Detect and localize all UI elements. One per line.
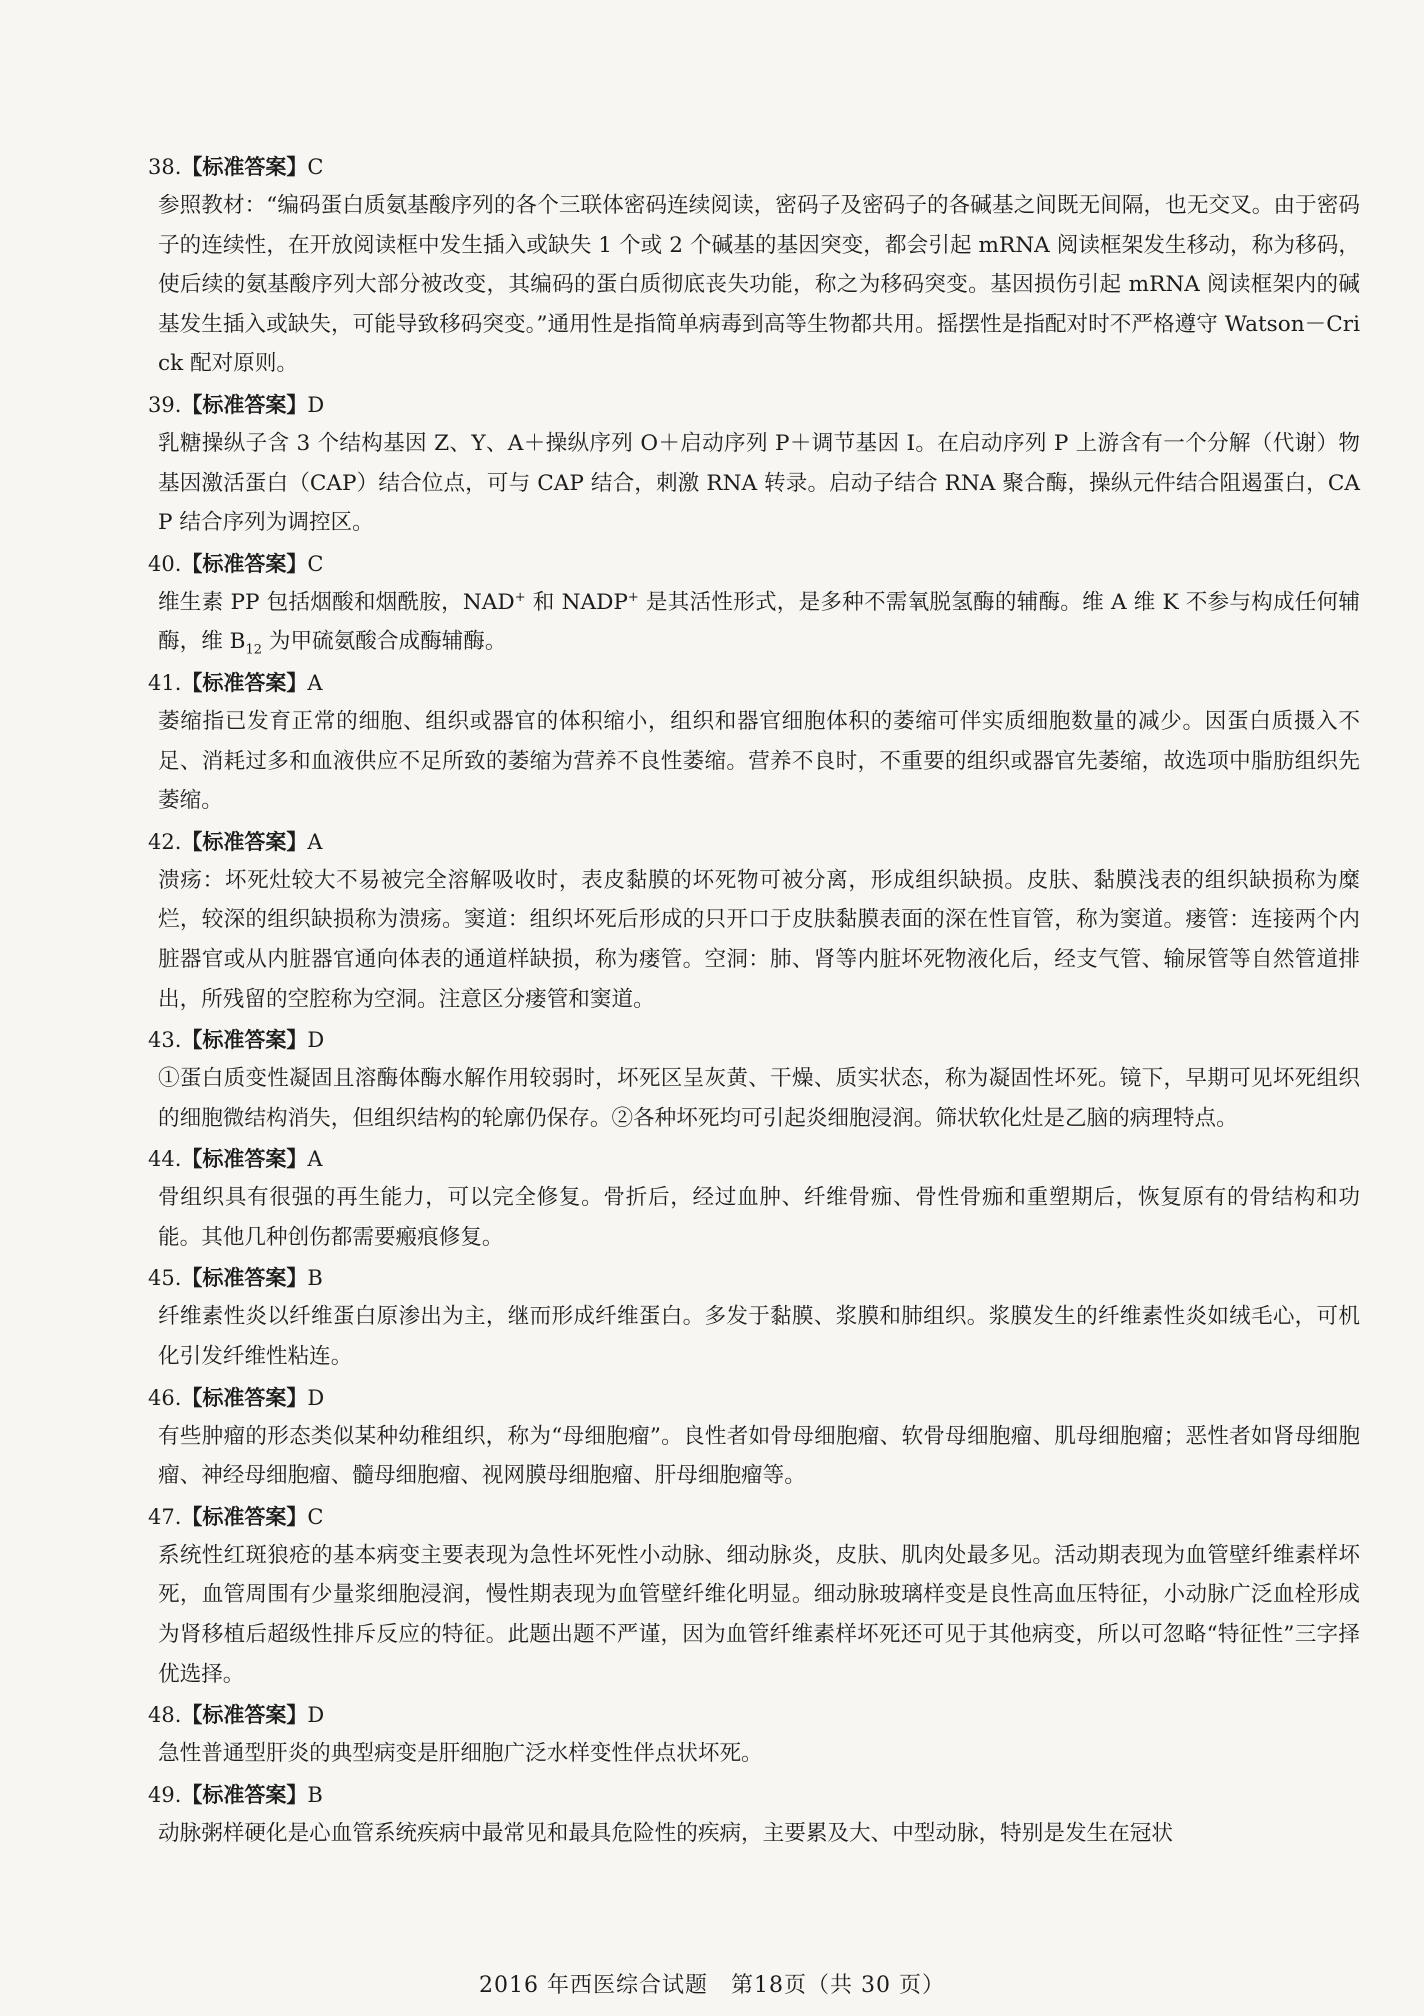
- answer-entry-40: [148, 545, 1376, 662]
- entry-header: [148, 1498, 1376, 1536]
- superscript: +: [514, 589, 526, 605]
- explanation-text: [158, 583, 1360, 662]
- answer-entry-44: [148, 1140, 1376, 1257]
- question-number: 40.: [148, 551, 182, 576]
- question-number: 38.: [148, 155, 182, 179]
- answer-letter: D: [307, 1385, 325, 1410]
- text-segment: 和 NADP: [525, 589, 628, 615]
- page-footer: 2016 年西医综合试题 第18页（共 30 页）: [479, 1973, 945, 1998]
- question-number: 48.: [148, 1703, 182, 1728]
- answer-tag: 【标准答案】: [181, 551, 308, 576]
- answer-letter: D: [307, 392, 325, 417]
- answer-entry-38: [148, 148, 1376, 384]
- answer-tag: 【标准答案】: [181, 1028, 308, 1053]
- question-number: 47.: [148, 1504, 182, 1529]
- entry-header: [148, 1379, 1376, 1417]
- answer-letter: C: [307, 551, 324, 576]
- entry-header: [148, 823, 1376, 861]
- answer-entry-41: [148, 664, 1376, 821]
- entry-header: [148, 148, 1376, 186]
- question-number: 45.: [148, 1266, 182, 1291]
- answer-entry-43: [148, 1021, 1376, 1138]
- answer-entry-45: [148, 1259, 1376, 1376]
- answer-entry-39: [148, 386, 1376, 543]
- explanation-text: 动脉粥样硬化是心血管系统疾病中最常见和最具危险性的疾病，主要累及大、中型动脉，特别是发生在冠状: [158, 1820, 1173, 1846]
- answer-letter: B: [307, 1266, 323, 1291]
- answer-letter: D: [307, 1703, 325, 1728]
- explanation-text: 骨组织具有很强的再生能力，可以完全修复。骨折后，经过血肿、纤维骨痂、骨性骨痂和重塑期后，恢复原有的骨结构和功能。其他几种创伤都需要瘢痕修复。: [158, 1185, 1360, 1250]
- explanation-text: ①蛋白质变性凝固且溶酶体酶水解作用较弱时，坏死区呈灰黄、干燥、质实状态，称为凝固性坏死。镜下，早期可见坏死组织的细胞微结构消失，但组织结构的轮廓仍保存。②各种坏死均可引起炎细胞浸润。筛状软化灶是乙脑的病理特点。: [158, 1066, 1360, 1131]
- answer-tag: 【标准答案】: [181, 670, 308, 695]
- subscript: 12: [245, 642, 263, 658]
- answer-tag: 【标准答案】: [181, 1266, 308, 1291]
- answer-tag: 【标准答案】: [181, 1782, 308, 1807]
- answer-tag: 【标准答案】: [181, 155, 308, 179]
- text-segment: 维生素 PP 包括烟酸和烟酰胺，NAD: [158, 589, 515, 615]
- answer-letter: C: [307, 1504, 324, 1529]
- text-segment: 为甲硫氨酸合成酶辅酶。: [262, 629, 507, 655]
- entry-header: [148, 664, 1376, 702]
- entry-header: [148, 1021, 1376, 1059]
- answer-tag: 【标准答案】: [181, 1504, 308, 1529]
- answer-entry-49: [148, 1776, 1376, 1854]
- answer-letter: C: [307, 155, 324, 179]
- explanation-text: 系统性红斑狼疮的基本病变主要表现为急性坏死性小动脉、细动脉炎，皮肤、肌肉处最多见。活动期表现为血管壁纤维素样坏死，血管周围有少量浆细胞浸润，慢性期表现为血管壁纤维化明显。细动脉玻璃样变是良性高血压特征，小动脉广泛血栓形成为肾移植后超级性排斥反应的特征。此题出题不严谨，因为血管纤维素样坏死还可见于其他病变，所以可忽略“特征性”三字择优选择。: [158, 1542, 1360, 1687]
- question-number: 39.: [148, 392, 182, 417]
- answer-tag: 【标准答案】: [181, 829, 308, 854]
- explanation-text: 乳糖操纵子含 3 个结构基因 Z、Y、A＋操纵序列 O＋启动序列 P＋调节基因 I。在启动序列 P 上游含有一个分解（代谢）物基因激活蛋白（CAP）结合位点，可与 CAP 结合，刺激 RNA 转录。启动子结合 RNA 聚合酶，操纵元件结合阻遏蛋白，CAP 结合序列为调控区。: [158, 430, 1360, 536]
- answer-tag: 【标准答案】: [181, 1703, 308, 1728]
- question-number: 49.: [148, 1782, 182, 1807]
- question-number: 41.: [148, 670, 182, 695]
- entry-header: [148, 1140, 1376, 1178]
- answer-letter: D: [307, 1028, 325, 1053]
- answer-tag: 【标准答案】: [181, 1385, 308, 1410]
- answer-entry-48: [148, 1696, 1376, 1774]
- entry-header: [148, 386, 1376, 424]
- entry-header: [148, 1776, 1376, 1814]
- answer-entry-46: [148, 1379, 1376, 1496]
- answer-entry-42: [148, 823, 1376, 1019]
- explanation-text: 溃疡：坏死灶较大不易被完全溶解吸收时，表皮黏膜的坏死物可被分离，形成组织缺损。皮肤、黏膜浅表的组织缺损称为糜烂，较深的组织缺损称为溃疡。窦道：组织坏死后形成的只开口于皮肤黏膜表面的深在性盲管，称为窦道。瘘管：连接两个内脏器官或从内脏器官通向体表的通道样缺损，称为瘘管。空洞：肺、肾等内脏坏死物液化后，经支气管、输尿管等自然管道排出，所残留的空腔称为空洞。注意区分瘘管和窦道。: [158, 867, 1360, 1012]
- answer-entry-47: [148, 1498, 1376, 1694]
- question-number: 43.: [148, 1028, 182, 1053]
- answer-tag: 【标准答案】: [181, 1147, 308, 1172]
- explanation-text: 有些肿瘤的形态类似某种幼稚组织，称为“母细胞瘤”。良性者如骨母细胞瘤、软骨母细胞瘤、肌母细胞瘤；恶性者如肾母细胞瘤、神经母细胞瘤、髓母细胞瘤、视网膜母细胞瘤、肝母细胞瘤等。: [158, 1423, 1360, 1489]
- answer-letter: A: [307, 829, 323, 854]
- question-number: 46.: [148, 1385, 182, 1410]
- explanation-text: 参照教材：“编码蛋白质氨基酸序列的各个三联体密码连续阅读，密码子及密码子的各碱基之间既无间隔，也无交叉。由于密码子的连续性，在开放阅读框中发生插入或缺失 1 个或 2 个碱基的基因突变，都会引起 mRNA 阅读框架发生移动，称为移码，使后续的氨基酸序列大部分被改变，其编码的蛋白质彻底丧失功能，称之为移码突变。基因损伤引起 mRNA 阅读框架内的碱基发生插入或缺失，可能导致移码突变。”通用性是指简单病毒到高等生物都共用。摇摆性是指配对时不严格遵守 Watson－Crick 配对原则。: [158, 193, 1360, 377]
- explanation-text: 纤维素性炎以纤维蛋白原渗出为主，继而形成纤维蛋白。多发于黏膜、浆膜和肺组织。浆膜发生的纤维素性炎如绒毛心，可机化引发纤维性粘连。: [158, 1304, 1360, 1370]
- question-number: 42.: [148, 829, 182, 854]
- entry-header: [148, 545, 1376, 583]
- explanation-text: 急性普通型肝炎的典型病变是肝细胞广泛水样变性伴点状坏死。: [158, 1741, 763, 1767]
- text-segment: 是其活性形式，是多种不需氧脱氢酶的辅酶。维 A 维 K 不参与构成任何辅酶，维 B: [158, 589, 1360, 655]
- explanation-text: 萎缩指已发育正常的细胞、组织或器官的体积缩小，组织和器官细胞体积的萎缩可伴实质细胞数量的减少。因蛋白质摄入不足、消耗过多和血液供应不足所致的萎缩为营养不良性萎缩。营养不良时，不重要的组织或器官先萎缩，故选项中脂肪组织先萎缩。: [158, 708, 1360, 814]
- answer-letter: B: [307, 1782, 323, 1807]
- answer-tag: 【标准答案】: [181, 392, 308, 417]
- answer-letter: A: [307, 670, 323, 695]
- question-number: 44.: [148, 1147, 182, 1172]
- answer-letter: A: [307, 1147, 323, 1172]
- entry-header: [148, 1696, 1376, 1734]
- entry-header: [148, 1259, 1376, 1297]
- superscript: +: [627, 589, 639, 605]
